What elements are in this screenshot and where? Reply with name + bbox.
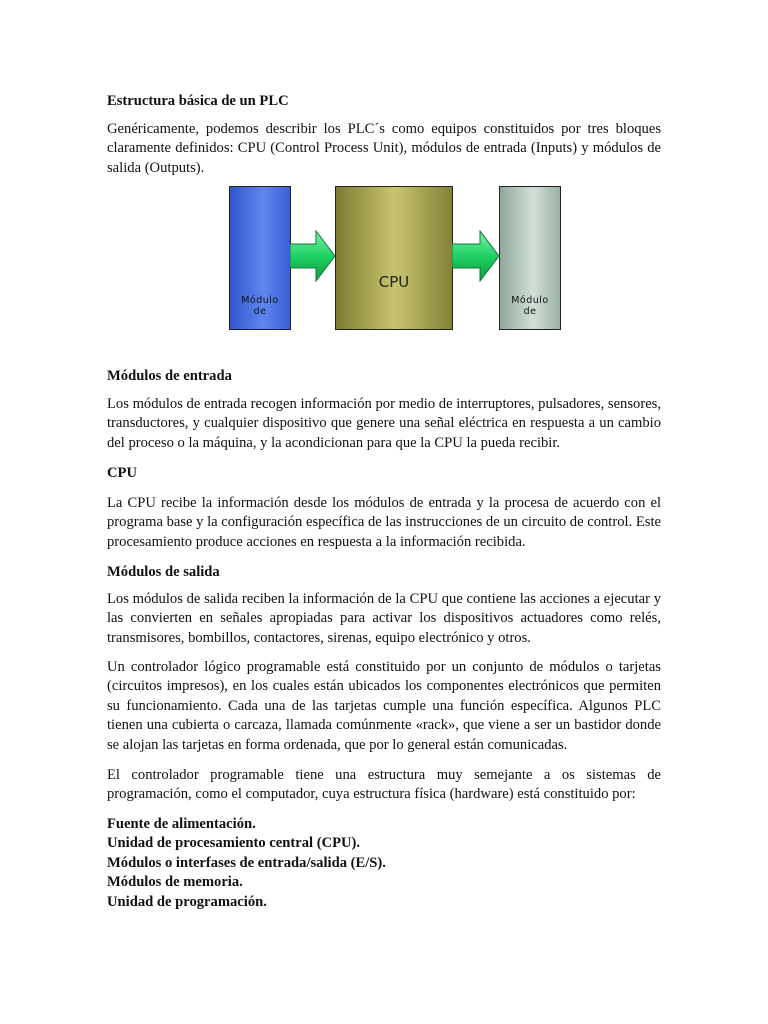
cpu-block-label: CPU bbox=[378, 273, 410, 291]
list-item: Módulos de memoria. bbox=[107, 874, 243, 891]
arrow-right-icon bbox=[452, 230, 500, 282]
cpu-block bbox=[335, 186, 453, 330]
components-list bbox=[107, 815, 661, 912]
paragraph-controlador: Un controlador lógico programable está constituido por un conjunto de módulos o tarjetas (circuitos impresos), en los cuales están ubicados los componentes electrónicos que permiten su funcionamiento. Cada una de las tarjetas cumple una función específica. Algunos PLC tienen una cubierta o carcaza, llamada comúnmente «rack», que viene a ser un bastidor donde se alojan las tarjetas en forma ordenada, que por lo general están comunicadas. bbox=[107, 659, 661, 753]
section-heading-salida: Módulos de salida bbox=[107, 564, 220, 580]
output-module-label: Módulo de bbox=[511, 295, 549, 317]
paragraph-estructura: El controlador programable tiene una estructura muy semejante a os sistemas de programación, como el computador, cuya estructura física (hardware) está constituido por: bbox=[107, 767, 661, 803]
list-item: Unidad de programación. bbox=[107, 893, 267, 910]
intro-paragraph: Genéricamente, podemos describir los PLC´s como equipos constituidos por tres bloques claramente definidos: CPU (Control Process Unit), módulos de entrada (Inputs) y módulos de salida (Outputs). bbox=[107, 121, 661, 176]
document-title: Estructura básica de un PLC bbox=[107, 93, 289, 109]
output-module-block bbox=[499, 186, 561, 330]
section-heading-entrada: Módulos de entrada bbox=[107, 368, 232, 384]
paragraph-salida: Los módulos de salida reciben la información de la CPU que contiene las acciones a ejecutar y las convierten en señales apropiadas para activar los dispositivos actuadores como relés, transmisores, bombillos, contactores, sirenas, equipo electrónico y otros. bbox=[107, 591, 661, 646]
arrow-right-icon bbox=[290, 230, 336, 282]
list-item: Módulos o interfases de entrada/salida (E/S). bbox=[107, 854, 386, 871]
paragraph-entrada: Los módulos de entrada recogen información por medio de interruptores, pulsadores, sensores, transductores, y cualquier dispositivo que genere una señal eléctrica en respuesta a un cambio del proceso o la máquina, y la acondicionan para que la CPU la pueda recibir. bbox=[107, 396, 661, 451]
list-item: Fuente de alimentación. bbox=[107, 816, 256, 832]
input-module-label: Módulo de bbox=[241, 295, 279, 317]
input-module-block bbox=[229, 186, 291, 330]
paragraph-cpu: La CPU recibe la información desde los módulos de entrada y la procesa de acuerdo con el programa base y la configuración específica de las instrucciones de un circuito de control. Este procesamiento produce acciones en respuesta a la información recibida. bbox=[107, 495, 661, 550]
plc-block-diagram bbox=[229, 186, 579, 332]
section-heading-cpu: CPU bbox=[107, 465, 137, 481]
list-item: Unidad de procesamiento central (CPU). bbox=[107, 835, 361, 852]
